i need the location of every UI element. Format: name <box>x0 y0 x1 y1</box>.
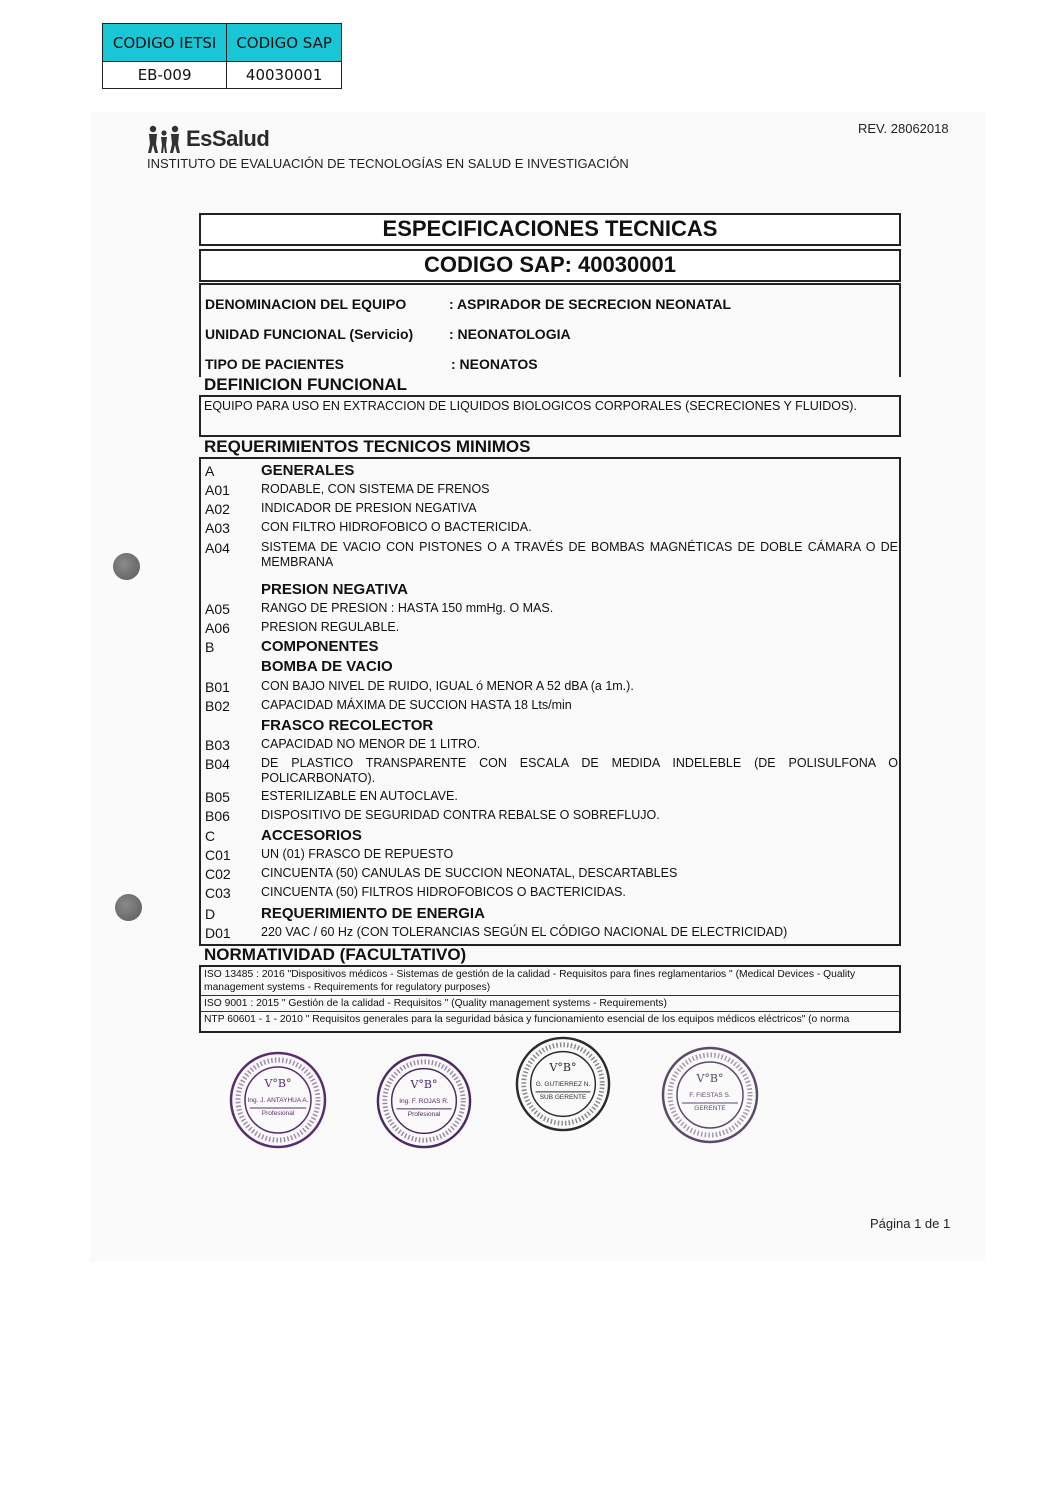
stamp-name: F. FIESTAS S. <box>689 1092 731 1099</box>
essalud-logo <box>146 124 269 154</box>
requirement-code: A06 <box>205 620 230 636</box>
stamp-name: G. GUTIERREZ N. <box>535 1081 591 1089</box>
normativity-heading: NORMATIVIDAD (FACULTATIVO) <box>204 945 467 964</box>
requirement-group-heading: FRASCO RECOLECTOR <box>261 717 434 734</box>
info-value: : NEONATOS <box>451 356 538 372</box>
definition-heading: DEFINICION FUNCIONAL <box>204 375 408 394</box>
stamp-name: Ing. F. ROJAS R. <box>399 1098 449 1106</box>
institute-name: INSTITUTO DE EVALUACIÓN DE TECNOLOGÍAS EN SALUD E INVESTIGACIÓN <box>147 156 629 171</box>
stamp-role: SUB GERENTE <box>539 1093 587 1101</box>
requirement-code: D01 <box>205 925 231 941</box>
requirement-description: CON BAJO NIVEL DE RUIDO, IGUAL ó MENOR A 52 dBA (a 1m.). <box>261 679 634 693</box>
family-icon <box>146 124 182 154</box>
logo-text: EsSalud <box>186 126 270 151</box>
requirement-description: CON FILTRO HIDROFOBICO O BACTERICIDA. <box>261 520 532 534</box>
requirement-code: A <box>205 463 215 479</box>
info-label: TIPO DE PACIENTES <box>205 356 344 372</box>
requirement-description: INDICADOR DE PRESION NEGATIVA <box>261 501 477 515</box>
code-value-ietsi: EB-009 <box>103 62 227 89</box>
definition-text: EQUIPO PARA USO EN EXTRACCION DE LIQUIDOS BIOLOGICOS CORPORALES (SECRECIONES Y FLUIDOS). <box>204 399 857 413</box>
page-number: Página 1 de 1 <box>870 1216 951 1231</box>
requirement-group-heading: ACCESORIOS <box>261 827 362 844</box>
requirements-heading: REQUERIMIENTOS TECNICOS MINIMOS <box>204 437 531 456</box>
code-value-sap: 40030001 <box>227 62 342 89</box>
norm-line: ISO 13485 : 2016 "Dispositivos médicos - Sistemas de gestión de la calidad - Requisitos para fines reglamentarios " (Medical Devices - Quality management systems - Requirements for regulatory purposes) <box>204 969 856 993</box>
revision-label: REV. 28062018 <box>858 121 949 136</box>
stamp-vb: V°B° <box>264 1077 292 1090</box>
info-value: : NEONATOLOGIA <box>449 326 571 342</box>
requirement-code: A03 <box>205 520 230 536</box>
requirement-code: C02 <box>205 866 231 882</box>
norm-divider <box>201 1011 899 1012</box>
punch-hole <box>115 894 142 921</box>
info-value: : ASPIRADOR DE SECRECION NEONATAL <box>449 296 732 312</box>
requirement-description: CAPACIDAD MÁXIMA DE SUCCION HASTA 18 Lts/min <box>261 698 572 712</box>
requirement-description: UN (01) FRASCO DE REPUESTO <box>261 847 454 861</box>
requirement-description: SISTEMA DE VACIO CON PISTONES O A TRAVÉS DE BOMBAS MAGNÉTICAS DE DOBLE CÁMARA O DE MEMBRANA <box>261 540 898 569</box>
equipment-info <box>199 283 901 377</box>
requirement-description: RANGO DE PRESION : HASTA 150 mmHg. O MAS. <box>261 601 554 615</box>
requirement-description: 220 VAC / 60 Hz (CON TOLERANCIAS SEGÚN EL CÓDIGO NACIONAL DE ELECTRICIDAD) <box>261 925 788 939</box>
requirement-code: C <box>205 828 216 844</box>
requirement-code: B03 <box>205 737 230 753</box>
approval-stamp <box>228 1050 328 1150</box>
requirement-description: DE PLASTICO TRANSPARENTE CON ESCALA DE MEDIDA INDELEBLE (DE POLISULFONA O POLICARBONATO). <box>261 756 898 785</box>
definition-box <box>199 395 901 437</box>
requirement-code: B01 <box>205 679 230 695</box>
requirement-group-heading: BOMBA DE VACIO <box>261 658 393 675</box>
stamp-role: Profesional <box>407 1110 441 1118</box>
requirement-group-heading: COMPONENTES <box>261 638 379 655</box>
approval-stamp <box>660 1045 760 1145</box>
requirement-description: CINCUENTA (50) FILTROS HIDROFOBICOS O BACTERICIDAS. <box>261 885 626 899</box>
document-title: ESPECIFICACIONES TECNICAS <box>199 213 901 246</box>
norm-line: NTP 60601 - 1 - 2010 " Requisitos generales para la seguridad básica y funcionamiento esencial de los equipos médicos eléctricos" (o norma <box>204 1014 850 1025</box>
code-table <box>102 23 342 89</box>
requirement-description: CINCUENTA (50) CANULAS DE SUCCION NEONATAL, DESCARTABLES <box>261 866 678 880</box>
requirement-code: B <box>205 639 215 655</box>
requirement-code: D <box>205 906 216 922</box>
requirement-code: B04 <box>205 756 230 772</box>
requirement-description: CAPACIDAD NO MENOR DE 1 LITRO. <box>261 737 481 751</box>
stamp-role: Profesional <box>261 1110 295 1117</box>
norm-line: ISO 9001 : 2015 " Gestión de la calidad - Requisitos " (Quality management systems - Requirements) <box>204 998 667 1009</box>
sap-code-title: CODIGO SAP: 40030001 <box>199 249 901 282</box>
requirement-code: A04 <box>205 540 230 556</box>
stamp-vb: V°B° <box>696 1072 724 1085</box>
requirements-table <box>199 457 901 946</box>
requirement-code: B02 <box>205 698 230 714</box>
code-header-ietsi: CODIGO IETSI <box>103 24 227 62</box>
requirement-code: B06 <box>205 808 230 824</box>
requirement-description: RODABLE, CON SISTEMA DE FRENOS <box>261 482 490 496</box>
requirement-code: A01 <box>205 482 230 498</box>
requirement-group-heading: REQUERIMIENTO DE ENERGIA <box>261 905 485 922</box>
normativity-box <box>199 965 901 1033</box>
stamp-role: GERENTE <box>694 1105 726 1112</box>
info-label: DENOMINACION DEL EQUIPO <box>205 296 407 312</box>
requirement-code: B05 <box>205 789 230 805</box>
requirement-code: A05 <box>205 601 230 617</box>
requirement-description: ESTERILIZABLE EN AUTOCLAVE. <box>261 789 458 803</box>
requirement-group-heading: PRESION NEGATIVA <box>261 581 408 598</box>
stamp-vb: V°B° <box>549 1061 577 1075</box>
punch-hole <box>113 553 140 580</box>
approval-stamp <box>514 1035 612 1133</box>
requirement-description: DISPOSITIVO DE SEGURIDAD CONTRA REBALSE O SOBREFLUJO. <box>261 808 660 822</box>
requirement-code: A02 <box>205 501 230 517</box>
stamp-name: Ing. J. ANTAYHUA A. <box>247 1097 309 1104</box>
requirement-group-heading: GENERALES <box>261 462 355 479</box>
stamp-vb: V°B° <box>410 1078 438 1092</box>
requirement-description: PRESION REGULABLE. <box>261 620 400 634</box>
requirement-code: C03 <box>205 885 231 901</box>
info-label: UNIDAD FUNCIONAL (Servicio) <box>205 326 414 342</box>
approval-stamp <box>375 1052 473 1150</box>
norm-divider <box>201 995 899 996</box>
code-header-sap: CODIGO SAP <box>227 24 342 62</box>
requirement-code: C01 <box>205 847 231 863</box>
